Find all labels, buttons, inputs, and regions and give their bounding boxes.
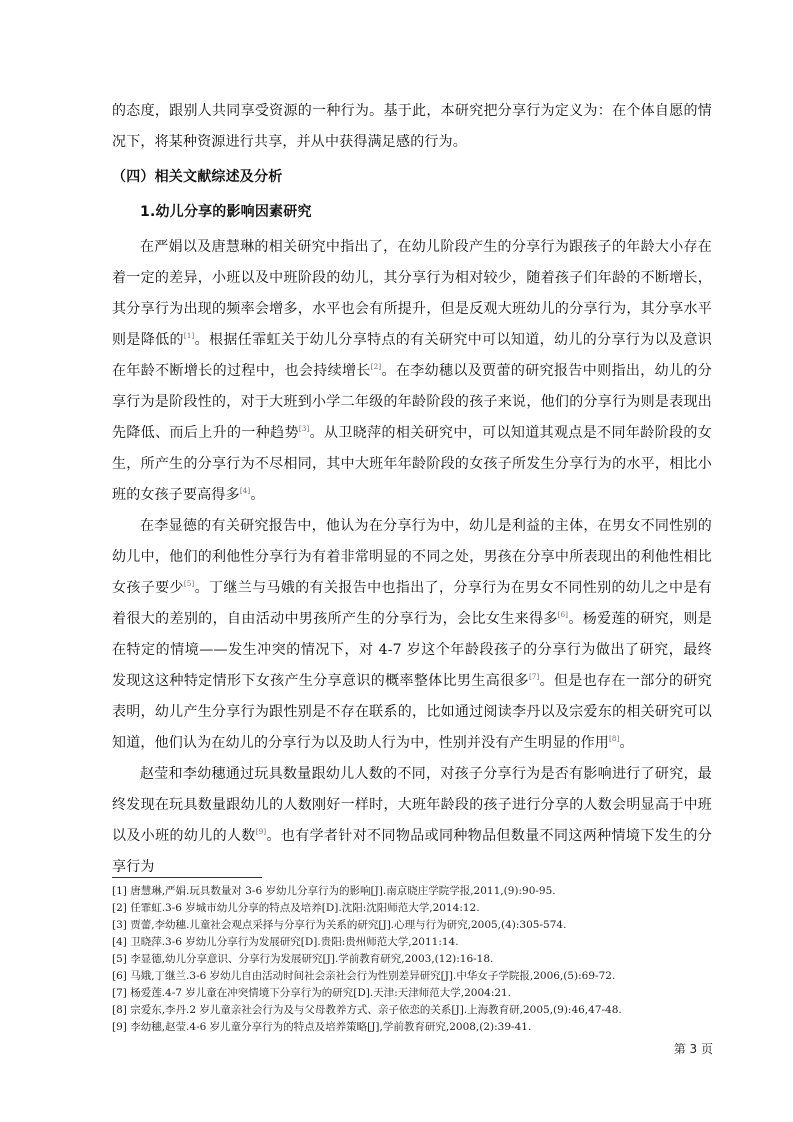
footnote-item: [9] 李幼穗,赵莹.4-6 岁儿童分享行为的特点及培养策略[J],学前教育研究,2008,(2):39-41.: [112, 1021, 532, 1033]
paragraph-age-factor: [112, 232, 712, 511]
paragraph-toy-quantity: [112, 759, 712, 883]
paragraph-gender-factor: [112, 511, 712, 759]
sentence: 。: [250, 487, 265, 503]
citation-ref: [7]: [528, 673, 540, 681]
sentence: 在李显德的有关研究报告中，他认为在分享行为中，幼儿是利益的主体，在男女不同性别的幼儿中，他们的利他性分享行为有着非常明显的不同之处，男孩在分享中所表现出的利他性相比女孩子要少: [112, 518, 712, 596]
footnote-separator: [112, 877, 262, 878]
citation-ref: [9]: [255, 828, 267, 836]
sentence: 。根据任霏虹关于幼儿分享特点的有关研究中可以知道，幼儿的分享行为以及意识在年龄不断增长的过程中，也会持续增长: [112, 332, 712, 379]
footnotes-list: [112, 883, 712, 1036]
citation-ref: [2]: [370, 363, 382, 371]
citation-ref: [6]: [557, 611, 569, 619]
citation-ref: [8]: [609, 735, 620, 743]
footnote-item: [6] 马娥,丁继兰.3-6 岁幼儿自由活动时间社会亲社会行为性别差异研究[J].中华女子学院报,2006,(5):69-72.: [112, 970, 616, 982]
footnote-item: [8] 宗爱东,李丹.2 岁儿童亲社会行为及与父母教养方式、亲子依恋的关系[J].上海教育研,2005,(9):46,47-48.: [112, 1004, 622, 1016]
body-text: [112, 96, 712, 883]
paragraph-continued: 的态度，跟别人共同享受资源的一种行为。基于此，本研究把分享行为定义为：在个体自愿的情况下，将某种资源进行共享，并从中获得满足感的行为。: [112, 103, 712, 150]
footnote-item: [1] 唐慧琳,严娟.玩具数量对 3-6 岁幼儿分享行为的影响[J].南京晓庄学院学报,2011,(9):90-95.: [112, 885, 556, 897]
section-heading: （四）相关文献综述及分析: [112, 169, 283, 185]
subsection-heading: 1.幼儿分享的影响因素研究: [140, 204, 312, 220]
sentence: 赵莹和李幼穗通过玩具数量跟幼儿人数的不同，对孩子分享行为是否有影响进行了研究，最终发现在玩具数量跟幼儿的人数刚好一样时，大班年龄段的孩子进行分享的人数会明显高于中班以及小班的幼儿的人数: [112, 766, 712, 844]
sentence: 。: [619, 735, 634, 751]
footnote-item: [4] 卫晓萍.3-6 岁幼儿分享行为发展研究[D].贵阳:贵州师范大学,2011:14.: [112, 936, 459, 948]
sentence: 。在李幼穗以及贾蕾的研究报告中则指出，幼儿的分享行为是阶段性的，对于大班到小学二年级的年龄阶段的孩子来说，他们的分享行为则是表现出先降低、而后上升的一种趋势: [112, 363, 712, 441]
sentence: 。也有学者针对不同物品或同种物品但数量不同这两种情境下发生的分享行为: [112, 828, 713, 875]
citation-ref: [3]: [298, 425, 310, 433]
sentence: 在严娟以及唐慧琳的相关研究中指出了，在幼儿阶段产生的分享行为跟孩子的年龄大小存在着一定的差异，小班以及中班阶段的幼儿，其分享行为相对较少，随着孩子们年龄的不断增长，其分享行为出现的频率会增多，水平也会有所提升，但是反观大班幼儿的分享行为，其分享水平则是降低的: [112, 239, 712, 348]
sentence: 。但是也存在一部分的研究表明，幼儿产生分享行为跟性别是不存在联系的，比如通过阅读李丹以及宗爱东的相关研究可以知道，他们认为在幼儿的分享行为以及助人行为中，性别并没有产生明显的作用: [112, 673, 712, 751]
sentence: 。杨爱莲的研究，则是在特定的情境——发生冲突的情况下，对 4-7 岁这个年龄段孩子的分享行为做出了研究，最终发现这这种特定情形下女孩产生分享意识的概率整体比男生高很多: [112, 611, 712, 689]
sentence: 。从卫晓萍的相关研究中，可以知道其观点是不同年龄阶段的女生，所产生的分享行为不尽相同，其中大班年年龄阶段的女孩子所发生分享行为的水平，相比小班的女孩子要高得多: [112, 425, 712, 503]
page-number: 第 3 页: [673, 1042, 713, 1056]
footnote-item: [7] 杨爱莲.4-7 岁儿童在冲突情境下分享行为的研究[D].天津:天津师范大学,2004:21.: [112, 987, 512, 999]
footnote-item: [2] 任霏虹.3-6 岁城市幼儿分享的特点及培养[D].沈阳:沈阳师范大学,2014:12.: [112, 902, 480, 914]
citation-ref: [4]: [239, 487, 251, 495]
footnote-item: [3] 贾蕾,李幼穗.儿童社会观点采择与分享行为关系的研究[J].心理与行为研究,2005,(4):305-574.: [112, 919, 567, 931]
sentence: 。丁继兰与马娥的有关报告中也指出了，分享行为在男女不同性别的幼儿之中是有着很大的差别的，自由活动中男孩所产生的分享行为，会比女生来得多: [112, 580, 712, 627]
footnote-item: [5] 李显德,幼儿分享意识、分享行为发展研究[J].学前教育研究,2003,(12):16-18.: [112, 953, 494, 965]
citation-ref: [1]: [183, 332, 195, 340]
citation-ref: [5]: [183, 580, 195, 588]
